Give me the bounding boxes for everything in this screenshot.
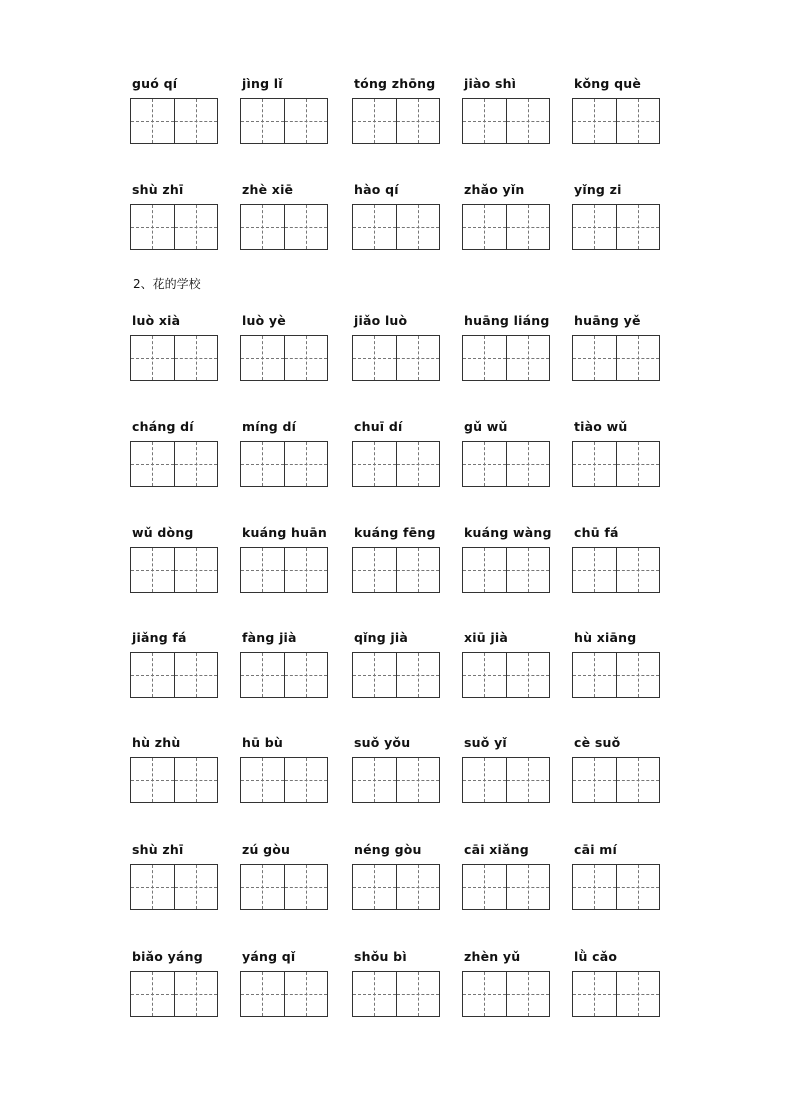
word-item (240, 842, 332, 932)
character-box[interactable] (241, 865, 284, 909)
writing-grid[interactable] (130, 441, 218, 487)
word-item (462, 76, 554, 166)
word-item (130, 76, 222, 166)
character-box[interactable] (463, 99, 506, 143)
pinyin-label: cè suǒ (574, 735, 621, 750)
pinyin-label: néng gòu (354, 842, 422, 857)
character-box[interactable] (396, 205, 440, 249)
word-item (130, 949, 222, 1039)
character-box[interactable] (396, 442, 440, 486)
word-item (240, 419, 332, 509)
character-box[interactable] (506, 653, 550, 697)
character-box[interactable] (573, 865, 616, 909)
character-box[interactable] (463, 758, 506, 802)
word-item (572, 76, 664, 166)
pinyin-label: fàng jià (242, 630, 297, 645)
writing-grid[interactable] (462, 652, 550, 698)
writing-grid[interactable] (352, 335, 440, 381)
writing-grid[interactable] (352, 652, 440, 698)
word-item (572, 419, 664, 509)
word-item (462, 525, 554, 615)
writing-grid[interactable] (572, 335, 660, 381)
pinyin-label: jìng lǐ (242, 76, 283, 91)
character-box[interactable] (573, 758, 616, 802)
word-item (352, 313, 444, 403)
exercise-row (130, 182, 670, 272)
section-title: 2、花的学校 (133, 277, 201, 291)
character-box[interactable] (506, 99, 550, 143)
character-box[interactable] (616, 548, 660, 592)
exercise-row (130, 419, 670, 509)
character-box[interactable] (284, 758, 328, 802)
word-item (462, 419, 554, 509)
character-box[interactable] (506, 442, 550, 486)
pinyin-label: shù zhī (132, 842, 184, 857)
character-box[interactable] (463, 972, 506, 1016)
character-box[interactable] (284, 205, 328, 249)
pinyin-label: hù zhù (132, 735, 181, 750)
character-box[interactable] (616, 99, 660, 143)
character-box[interactable] (616, 865, 660, 909)
character-box[interactable] (463, 653, 506, 697)
writing-grid[interactable] (352, 971, 440, 1017)
character-box[interactable] (506, 205, 550, 249)
writing-grid[interactable] (240, 757, 328, 803)
character-box[interactable] (241, 336, 284, 380)
character-box[interactable] (284, 865, 328, 909)
character-box[interactable] (284, 336, 328, 380)
character-box[interactable] (241, 548, 284, 592)
pinyin-label: míng dí (242, 419, 297, 434)
writing-grid[interactable] (572, 547, 660, 593)
character-box[interactable] (174, 548, 218, 592)
character-box[interactable] (573, 653, 616, 697)
character-box[interactable] (131, 865, 174, 909)
pinyin-label: lǜ cǎo (574, 949, 618, 964)
pinyin-label: yáng qǐ (242, 949, 296, 964)
character-box[interactable] (284, 442, 328, 486)
pinyin-label: cāi mí (574, 842, 617, 857)
character-box[interactable] (463, 442, 506, 486)
character-box[interactable] (616, 972, 660, 1016)
word-item (130, 419, 222, 509)
character-box[interactable] (616, 336, 660, 380)
character-box[interactable] (506, 758, 550, 802)
word-item (240, 76, 332, 166)
word-item (462, 735, 554, 825)
pinyin-label: zú gòu (242, 842, 291, 857)
character-box[interactable] (353, 99, 396, 143)
character-box[interactable] (174, 653, 218, 697)
word-item (240, 735, 332, 825)
writing-grid[interactable] (240, 335, 328, 381)
pinyin-label: kǒng què (574, 76, 642, 91)
writing-grid[interactable] (462, 757, 550, 803)
character-box[interactable] (353, 548, 396, 592)
pinyin-label: zhǎo yǐn (464, 182, 525, 197)
character-box[interactable] (506, 972, 550, 1016)
pinyin-label: kuáng huān (242, 525, 327, 540)
word-item (352, 842, 444, 932)
character-box[interactable] (463, 336, 506, 380)
writing-grid[interactable] (352, 864, 440, 910)
writing-grid[interactable] (572, 204, 660, 250)
pinyin-label: jiǎo luò (354, 313, 408, 328)
character-box[interactable] (131, 972, 174, 1016)
character-box[interactable] (506, 336, 550, 380)
writing-grid[interactable] (572, 757, 660, 803)
word-item (352, 419, 444, 509)
pinyin-label: zhèn yǔ (464, 949, 521, 964)
word-item (130, 630, 222, 720)
word-item (572, 630, 664, 720)
character-box[interactable] (573, 205, 616, 249)
character-box[interactable] (463, 865, 506, 909)
writing-grid[interactable] (130, 204, 218, 250)
pinyin-label: chuī dí (354, 419, 403, 434)
pinyin-label: tiào wǔ (574, 419, 628, 434)
word-item (352, 182, 444, 272)
pinyin-label: xiū jià (464, 630, 509, 645)
word-item (130, 842, 222, 932)
character-box[interactable] (396, 548, 440, 592)
pinyin-label: cāi xiǎng (464, 842, 529, 857)
character-box[interactable] (131, 205, 174, 249)
character-box[interactable] (616, 653, 660, 697)
writing-grid[interactable] (572, 971, 660, 1017)
pinyin-label: chū fá (574, 525, 619, 540)
pinyin-label: hū bù (242, 735, 283, 750)
pinyin-label: huāng liáng (464, 313, 550, 328)
character-box[interactable] (353, 758, 396, 802)
character-box[interactable] (241, 442, 284, 486)
character-box[interactable] (396, 336, 440, 380)
writing-grid[interactable] (462, 547, 550, 593)
character-box[interactable] (131, 442, 174, 486)
writing-grid[interactable] (572, 441, 660, 487)
character-box[interactable] (616, 442, 660, 486)
character-box[interactable] (353, 865, 396, 909)
writing-grid[interactable] (462, 98, 550, 144)
writing-grid[interactable] (572, 98, 660, 144)
writing-grid[interactable] (572, 864, 660, 910)
character-box[interactable] (573, 336, 616, 380)
word-item (130, 313, 222, 403)
word-item (572, 735, 664, 825)
pinyin-label: guó qí (132, 76, 178, 91)
character-box[interactable] (396, 758, 440, 802)
word-item (462, 842, 554, 932)
character-box[interactable] (284, 653, 328, 697)
character-box[interactable] (353, 972, 396, 1016)
pinyin-label: suǒ yǐ (464, 735, 507, 750)
word-item (462, 630, 554, 720)
writing-grid[interactable] (130, 547, 218, 593)
word-item (572, 182, 664, 272)
character-box[interactable] (131, 758, 174, 802)
exercise-row (130, 949, 670, 1039)
writing-grid[interactable] (462, 971, 550, 1017)
character-box[interactable] (174, 205, 218, 249)
character-box[interactable] (396, 865, 440, 909)
writing-grid[interactable] (240, 971, 328, 1017)
pinyin-label: wǔ dòng (132, 525, 194, 540)
character-box[interactable] (241, 205, 284, 249)
character-box[interactable] (353, 442, 396, 486)
writing-grid[interactable] (352, 98, 440, 144)
exercise-row (130, 313, 670, 403)
writing-grid[interactable] (240, 547, 328, 593)
character-box[interactable] (131, 548, 174, 592)
word-item (352, 630, 444, 720)
word-item (240, 313, 332, 403)
character-box[interactable] (506, 865, 550, 909)
pinyin-label: shù zhī (132, 182, 184, 197)
writing-grid[interactable] (352, 441, 440, 487)
writing-grid[interactable] (240, 441, 328, 487)
exercise-row (130, 630, 670, 720)
writing-grid[interactable] (352, 204, 440, 250)
pinyin-label: zhè xiē (242, 182, 294, 197)
writing-grid[interactable] (130, 757, 218, 803)
character-box[interactable] (573, 99, 616, 143)
writing-grid[interactable] (240, 864, 328, 910)
writing-grid[interactable] (130, 335, 218, 381)
pinyin-label: kuáng fēng (354, 525, 436, 540)
word-item (352, 949, 444, 1039)
pinyin-label: jiǎng fá (132, 630, 187, 645)
character-box[interactable] (616, 205, 660, 249)
character-box[interactable] (284, 99, 328, 143)
pinyin-label: qǐng jià (354, 630, 409, 645)
writing-grid[interactable] (130, 864, 218, 910)
character-box[interactable] (174, 758, 218, 802)
pinyin-label: shǒu bì (354, 949, 407, 964)
writing-grid[interactable] (462, 864, 550, 910)
pinyin-label: luò xià (132, 313, 181, 328)
character-box[interactable] (396, 99, 440, 143)
pinyin-label: gǔ wǔ (464, 419, 508, 434)
pinyin-label: luò yè (242, 313, 286, 328)
exercise-row (130, 525, 670, 615)
character-box[interactable] (353, 205, 396, 249)
pinyin-label: biǎo yáng (132, 949, 203, 964)
writing-grid[interactable] (130, 971, 218, 1017)
word-item (240, 182, 332, 272)
word-item (130, 735, 222, 825)
word-item (240, 949, 332, 1039)
writing-grid[interactable] (352, 547, 440, 593)
pinyin-label: cháng dí (132, 419, 194, 434)
writing-grid[interactable] (130, 652, 218, 698)
character-box[interactable] (174, 442, 218, 486)
pinyin-label: tóng zhōng (354, 76, 436, 91)
character-box[interactable] (131, 99, 174, 143)
word-item (462, 313, 554, 403)
pinyin-label: jiào shì (464, 76, 517, 91)
pinyin-label: yǐng zi (574, 182, 622, 197)
character-box[interactable] (241, 758, 284, 802)
writing-grid[interactable] (352, 757, 440, 803)
character-box[interactable] (174, 865, 218, 909)
writing-grid[interactable] (240, 204, 328, 250)
character-box[interactable] (463, 548, 506, 592)
pinyin-label: kuáng wàng (464, 525, 552, 540)
word-item (240, 630, 332, 720)
character-box[interactable] (353, 336, 396, 380)
pinyin-label: suǒ yǒu (354, 735, 411, 750)
writing-grid[interactable] (130, 98, 218, 144)
pinyin-label: hào qí (354, 182, 399, 197)
character-box[interactable] (396, 972, 440, 1016)
word-item (462, 182, 554, 272)
character-box[interactable] (573, 548, 616, 592)
word-item (572, 525, 664, 615)
word-item (240, 525, 332, 615)
exercise-row (130, 842, 670, 932)
character-box[interactable] (131, 653, 174, 697)
character-box[interactable] (353, 653, 396, 697)
word-item (572, 842, 664, 932)
writing-grid[interactable] (462, 441, 550, 487)
character-box[interactable] (284, 972, 328, 1016)
character-box[interactable] (463, 205, 506, 249)
writing-grid[interactable] (462, 204, 550, 250)
writing-grid[interactable] (240, 652, 328, 698)
word-item (572, 313, 664, 403)
word-item (130, 182, 222, 272)
character-box[interactable] (131, 336, 174, 380)
character-box[interactable] (174, 336, 218, 380)
writing-grid[interactable] (572, 652, 660, 698)
character-box[interactable] (174, 99, 218, 143)
word-item (352, 735, 444, 825)
character-box[interactable] (573, 442, 616, 486)
character-box[interactable] (284, 548, 328, 592)
word-item (130, 525, 222, 615)
character-box[interactable] (506, 548, 550, 592)
character-box[interactable] (573, 972, 616, 1016)
pinyin-label: huāng yě (574, 313, 641, 328)
word-item (352, 525, 444, 615)
writing-grid[interactable] (240, 98, 328, 144)
pinyin-label: hù xiāng (574, 630, 637, 645)
character-box[interactable] (241, 972, 284, 1016)
character-box[interactable] (241, 99, 284, 143)
exercise-row (130, 76, 670, 166)
character-box[interactable] (396, 653, 440, 697)
character-box[interactable] (616, 758, 660, 802)
character-box[interactable] (241, 653, 284, 697)
word-item (572, 949, 664, 1039)
writing-grid[interactable] (462, 335, 550, 381)
word-item (352, 76, 444, 166)
word-item (462, 949, 554, 1039)
character-box[interactable] (174, 972, 218, 1016)
exercise-row (130, 735, 670, 825)
